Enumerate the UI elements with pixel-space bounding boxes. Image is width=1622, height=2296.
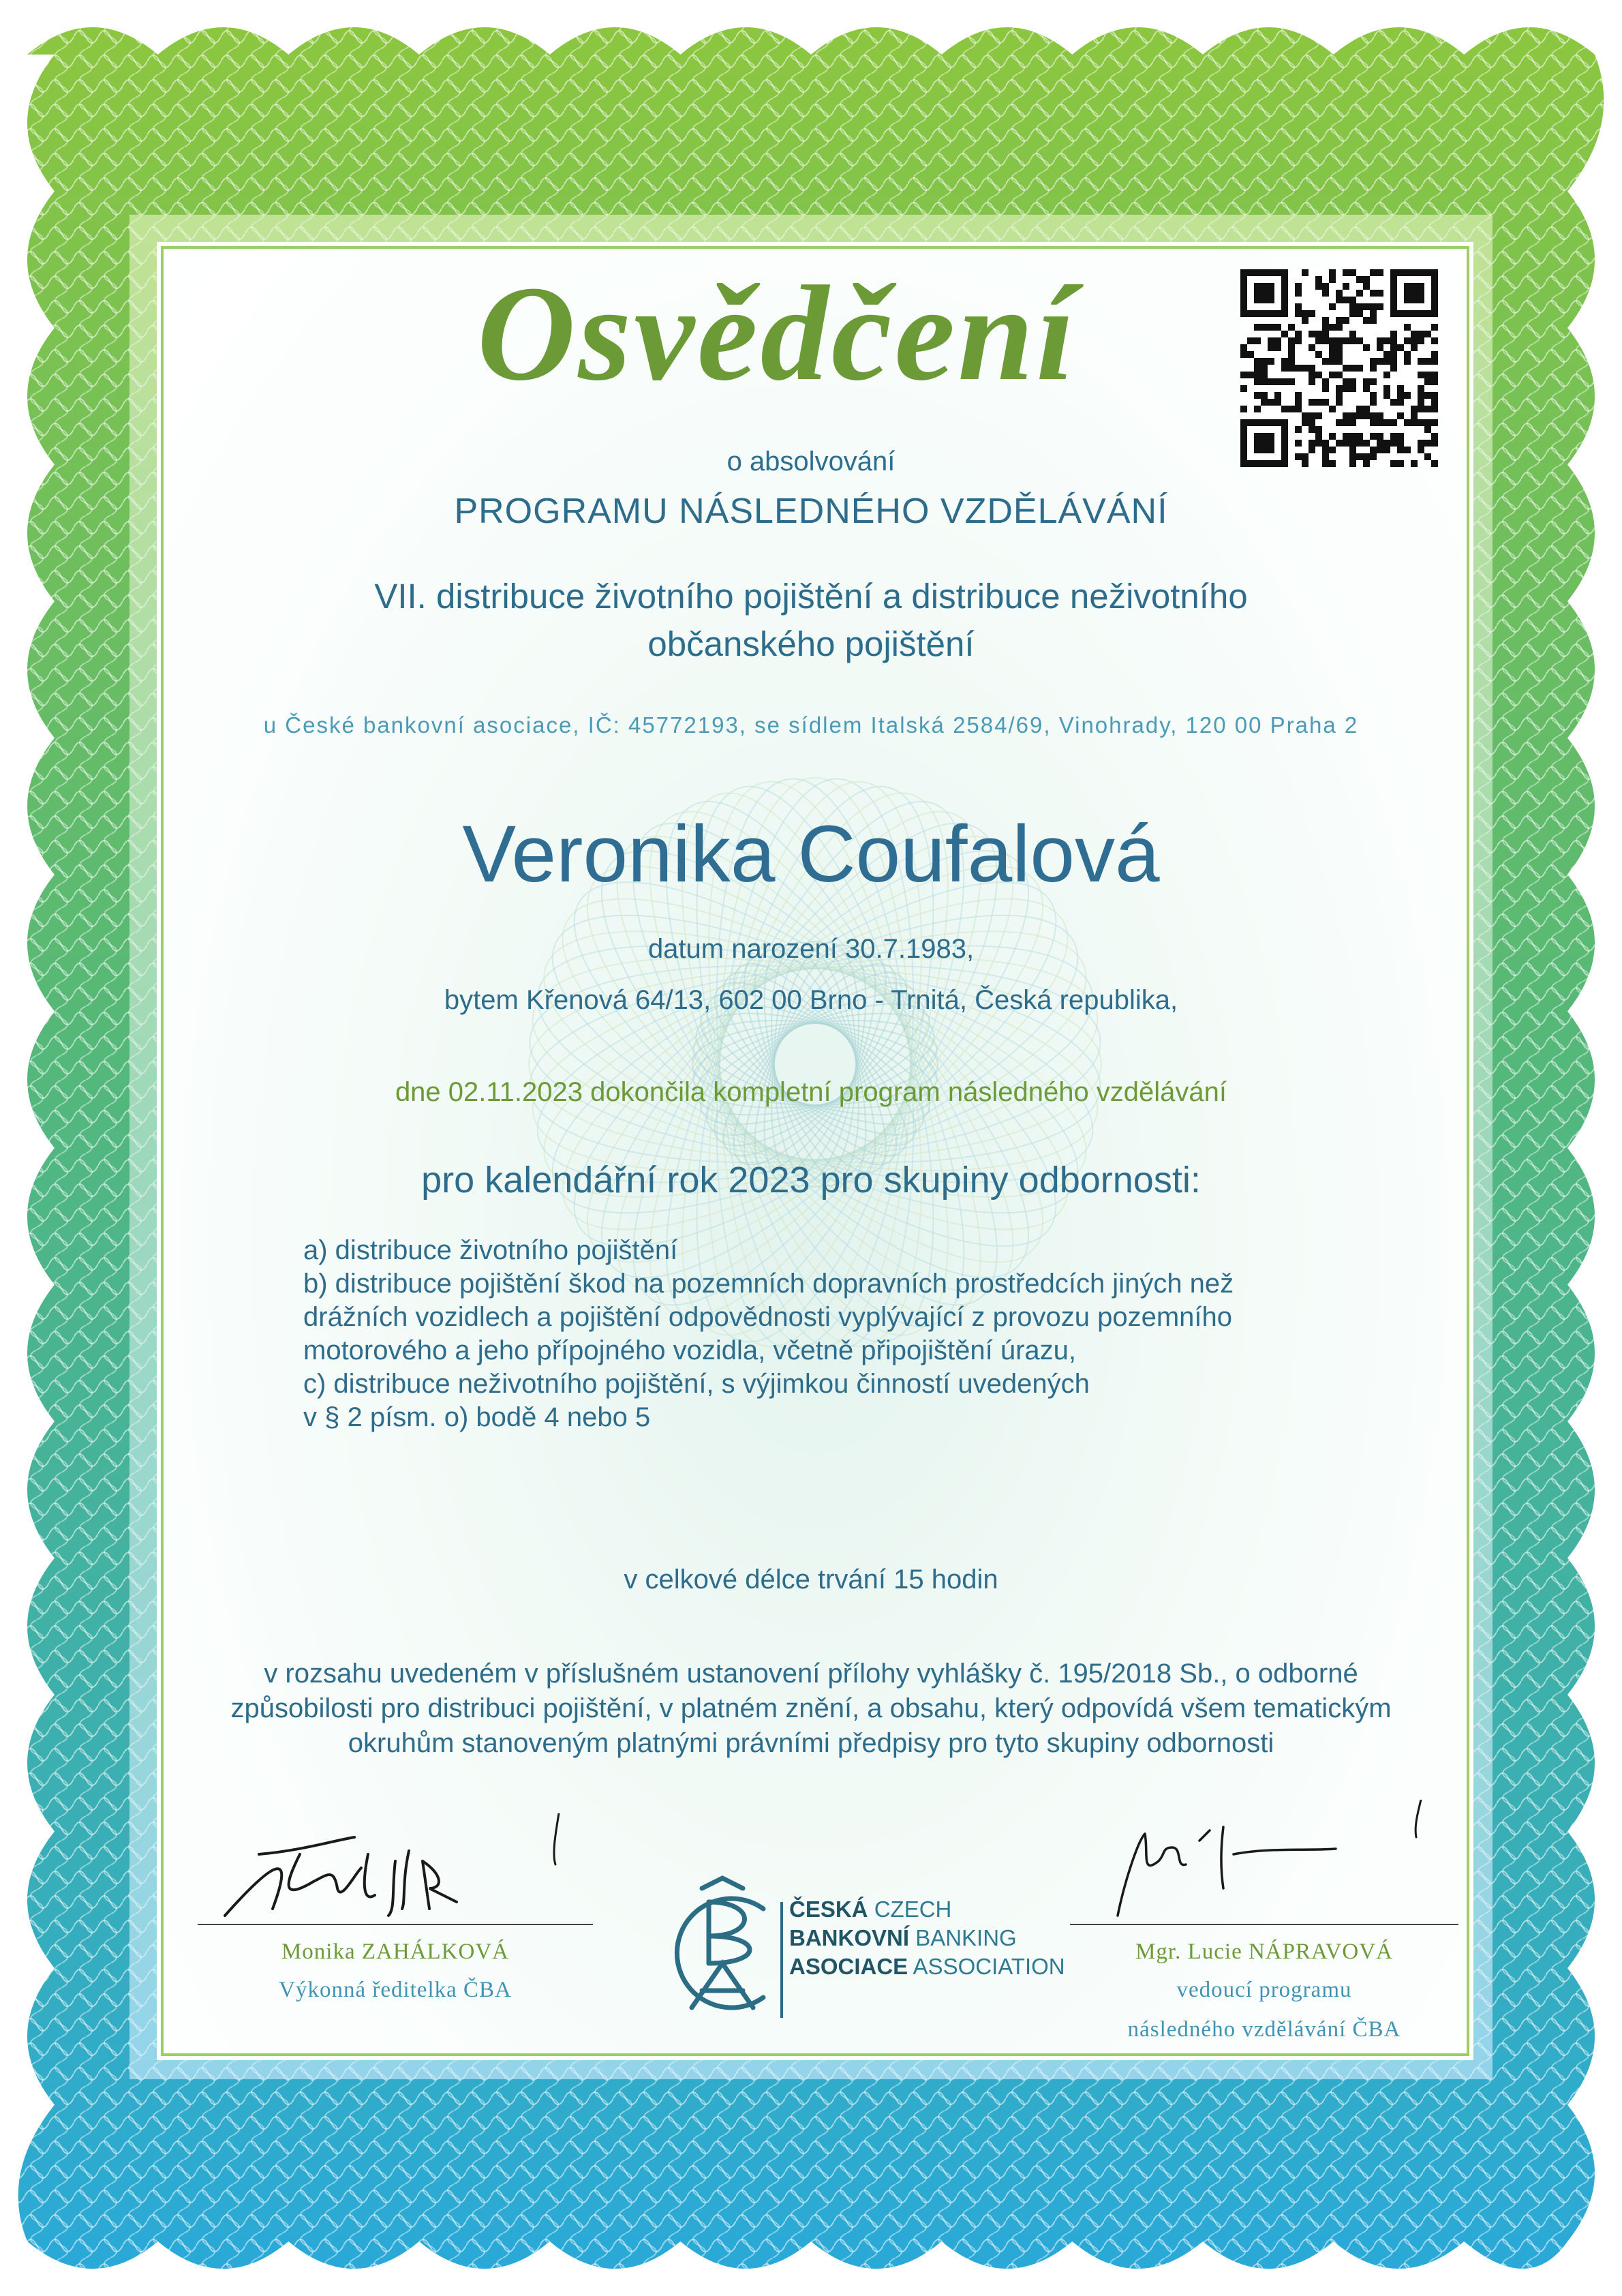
group-line: b) distribuce pojištění škod na pozemních dopravních prostředcích jiných než <box>303 1269 1234 1299</box>
course-title <box>0 573 1622 668</box>
certificate-title: Osvědčení <box>476 258 1077 409</box>
scope-line: způsobilosti pro distribuci pojištění, v platném znění, a obsahu, který odpovídá všem tematickým <box>230 1693 1392 1723</box>
logo-word: ASOCIACE <box>789 1954 908 1979</box>
group-line: a) distribuce životního pojištění <box>303 1235 678 1265</box>
logo-word: BANKING <box>915 1925 1017 1950</box>
rosette-ring <box>519 839 1110 1290</box>
logo-wordmark <box>789 1895 1075 1981</box>
role-line: následného vzdělávání ČBA <box>1127 2017 1401 2042</box>
association-info: u České bankovní asociace, IČ: 45772193, se sídlem Italská 2584/69, Vinohrady, 120 00 Praha 2 <box>263 712 1359 738</box>
group-line: v § 2 písm. o) bodě 4 nebo 5 <box>303 1402 651 1432</box>
subtitle: o absolvování <box>726 447 896 477</box>
course-line: občanského pojištění <box>647 624 975 663</box>
signature-right <box>1063 1800 1472 1929</box>
holder-name: Veronika Coufalová <box>462 809 1160 899</box>
signature-line-right <box>1070 1924 1458 1925</box>
logo-word: ČESKÁ <box>789 1897 868 1922</box>
scope-text <box>177 1657 1445 1761</box>
group-line: motorového a jeho přípojného vozidla, včetně připojištění úrazu, <box>303 1335 1077 1365</box>
address: bytem Křenová 64/13, 602 00 Brno - Trnitá, Česká republika, <box>444 985 1178 1015</box>
rosette-ring <box>519 839 1110 1290</box>
duration: v celkové délce trvání 15 hodin <box>624 1565 998 1595</box>
scope-line: okruhům stanoveným platnými právními předpisy pro tyto skupiny odbornosti <box>348 1728 1274 1758</box>
logo-word: ASSOCIATION <box>913 1954 1065 1979</box>
signature-left <box>198 1813 607 1929</box>
program-name: PROGRAMU NÁSLEDNÉHO VZDĚLÁVÁNÍ <box>454 492 1168 531</box>
scope-line: v rozsahu uvedeném v příslušném ustanovení přílohy vyhlášky č. 195/2018 Sb., o odborné <box>264 1659 1358 1689</box>
signer-right-role <box>1070 1970 1458 2049</box>
completion-date: dne 02.11.2023 dokončila kompletní program následného vzdělávání <box>395 1077 1227 1107</box>
rosette-inner-ring <box>708 942 922 1187</box>
expertise-heading: pro kalendářní rok 2023 pro skupiny odbornosti: <box>421 1160 1201 1200</box>
signer-right-name: Mgr. Lucie NÁPRAVOVÁ <box>1135 1939 1393 1964</box>
signer-left-role: Výkonná ředitelka ČBA <box>279 1978 512 2002</box>
logo-word: CZECH <box>874 1897 952 1922</box>
course-line: VII. distribuce životního pojištění a distribuce neživotního <box>374 577 1248 616</box>
cba-logo-icon <box>627 1861 791 2025</box>
logo-divider <box>780 1902 783 2018</box>
rosette-inner-ring <box>708 942 922 1187</box>
group-line: c) distribuce neživotního pojištění, s výjimkou činností uvedených <box>303 1369 1090 1399</box>
expertise-groups <box>303 1234 1380 1434</box>
signature-line-left <box>198 1924 593 1925</box>
date-of-birth: datum narození 30.7.1983, <box>647 934 975 964</box>
role-line: vedoucí programu <box>1176 1978 1352 2002</box>
qr-code-icon <box>1240 269 1438 467</box>
group-line: drážních vozidlech a pojištění odpovědnosti vyplývající z provozu pozemního <box>303 1302 1232 1332</box>
signer-left-name: Monika ZAHÁLKOVÁ <box>281 1939 510 1964</box>
logo-word: BANKOVNÍ <box>789 1925 910 1950</box>
